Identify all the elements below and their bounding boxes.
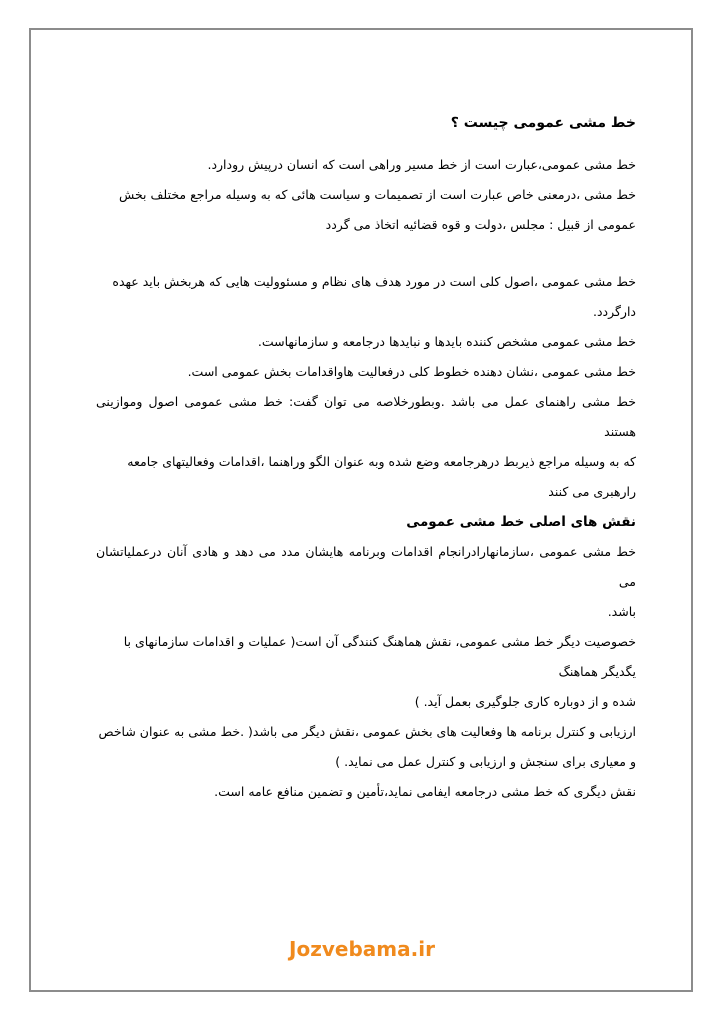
document-title: خط مشی عمومی چیست ؟ [450, 115, 636, 131]
text-line: دارگردد. [592, 304, 636, 319]
text-line: رارهبری می کنند [548, 484, 636, 499]
text-line: باشد. [607, 604, 636, 619]
text-line: ارزیابی و کنترل برنامه ها وفعالیت های بخش عمومی ،نقش دیگر می باشد( .خط مشی به عنوان شاخص [98, 724, 636, 739]
text-line: و معیاری برای سنجش و ارزیابی و کنترل عمل می نماید. ) [335, 754, 636, 769]
text-line: که به وسیله مراجع ذیربط درهرجامعه وضع شده وبه عنوان الگو وراهنما ،اقدامات وفعالیتهای جامعه [127, 454, 636, 469]
text-line: خط مشی عمومی،عبارت است از خط مسیر وراهی است که انسان درپیش رودارد. [207, 157, 636, 172]
text-line: خط مشی عمومی ،اصول کلی است در مورد هدف های نظام و مسئوولیت هایی که هربخش باید عهده [112, 274, 636, 289]
watermark: Jozvebama.ir [289, 937, 435, 961]
text-line: نقش دیگری که خط مشی درجامعه ایفامی نماید،تأمین و تضمین منافع عامه است. [214, 784, 636, 799]
text-line: خط مشی عمومی مشخص کننده بایدها و نبایدها درجامعه و سازمانهاست. [257, 334, 636, 349]
text-line: خط مشی عمومی ،نشان دهنده خطوط کلی درفعالیت هاواقدامات بخش عمومی است. [187, 364, 636, 379]
text-line: شده و از دوباره کاری جلوگیری بعمل آید. ) [414, 694, 636, 709]
text-line: خط مشی عمومی ،سازمانهارادرانجام اقدامات وبرنامه هایشان مدد می دهد و هادی آنان درعملیاتشان می [96, 544, 636, 589]
text-line: عمومی از قبیل : مجلس ،دولت و قوه قضائیه اتخاذ می گردد [325, 217, 636, 232]
text-line: یگدیگر هماهنگ [558, 664, 636, 679]
text-line: خصوصیت دیگر خط مشی عمومی، نقش هماهنگ کنندگی آن است( عملیات و اقدامات سازمانهای با [123, 634, 636, 649]
document-body [96, 110, 636, 807]
text-line: خط مشی ،درمعنی خاص عبارت است از تصمیمات و سیاست هائی که به وسیله مراجع مختلف بخش [119, 187, 636, 202]
section-heading: نقش های اصلی خط مشی عمومی [406, 514, 636, 530]
text-line: خط مشی راهنمای عمل می باشد .وبطورخلاصه می توان گفت: خط مشی عمومی اصول وموازینی هستند [96, 394, 636, 439]
